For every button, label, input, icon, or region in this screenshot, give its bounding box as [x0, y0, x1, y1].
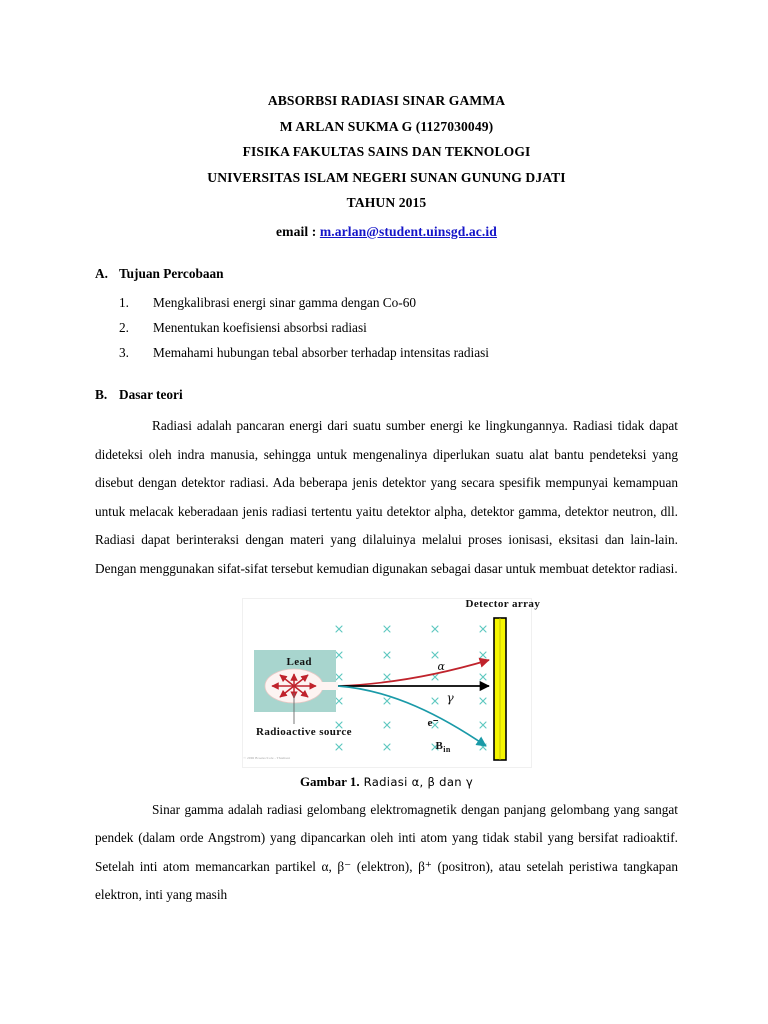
- detector-array-bar: [494, 618, 506, 760]
- theory-paragraph: Radiasi adalah pancaran energi dari suatu sumber energi ke lingkungannya. Radiasi tidak dapat dideteksi oleh indra manusia, sehingga untuk mengenalinya diperlukan suatu alat bantu pendeteksi yang disebut dengan detektor radiasi. Ada beberapa jenis detektor yang secara spesifik mempunyai kemampuan untuk melacak keberadaan jenis radiasi tertentu yaitu detektor alpha, detektor gamma, detektor neutron, dll. Radiasi dapat berinteraksi dengan materi yang dilaluinya melalui proses ionisasi, eksitasi dan lain-lain. Dengan menggunakan sifat-sifat tersebut kemudian digunakan sebagai dasar untuk membuat detektor radiasi.: [95, 418, 678, 576]
- list-item: [95, 290, 678, 315]
- radioactive-source-label: Radioactive source: [256, 725, 352, 738]
- figure-image-radiation-diagram: [242, 597, 541, 768]
- b-vector-symbol: B: [435, 739, 444, 752]
- list-item: [95, 340, 678, 365]
- figure-caption-text: Radiasi α, β dan γ: [359, 774, 474, 789]
- list-item-marker: 3.: [119, 345, 129, 360]
- title-line-1: ABSORBSI RADIASI SINAR GAMMA: [267, 93, 506, 108]
- gamma-symbol-label: γ: [446, 690, 455, 705]
- figure-credit-line: © 2006 Brooks/Cole - Thomson: [243, 755, 291, 760]
- email-line: [95, 219, 678, 245]
- list-item-text: Memahami hubungan tebal absorber terhadap intensitas radiasi: [153, 345, 490, 360]
- figure-caption-number: Gambar 1.: [299, 773, 360, 789]
- list-item-text: Mengkalibrasi energi sinar gamma dengan Co-60: [153, 295, 417, 310]
- gamma-description-paragraph: Sinar gamma adalah radiasi gelombang elektromagnetik dengan panjang gelombang yang sangat pendek (dalam orde Angstrom) yang dipancarkan oleh inti atom yang tidak stabil yang bersifat radioaktif. Setelah inti atom memancarkan partikel α, β⁻ (elektron), β⁺ (positron), atau setelah peristiwa tangkapan elektron, inti yang masih: [95, 801, 678, 903]
- list-item: [95, 315, 678, 340]
- figure-1: [95, 598, 678, 790]
- alpha-symbol-label: α: [437, 659, 446, 673]
- section-a-title: Tujuan Percobaan: [119, 266, 224, 281]
- detector-array-label: Detector array: [465, 597, 541, 610]
- section-a-letter: A.: [95, 266, 108, 281]
- objectives-list: [95, 290, 678, 365]
- title-line-faculty: FISIKA FAKULTAS SAINS DAN TEKNOLOGI: [242, 144, 531, 159]
- title-line-university: UNIVERSITAS ISLAM NEGERI SUNAN GUNUNG DJATI: [207, 169, 566, 185]
- document-title-block: [95, 88, 678, 244]
- section-b-title: Dasar teori: [119, 387, 183, 402]
- section-b-letter: B.: [95, 387, 108, 402]
- list-item-marker: 1.: [119, 295, 129, 310]
- email-label: email :: [276, 223, 320, 239]
- email-link[interactable]: m.arlan@student.uinsgd.ac.id: [319, 223, 497, 239]
- section-tujuan-percobaan: [95, 266, 678, 365]
- b-vector-subscript: in: [443, 744, 451, 754]
- title-line-year: TAHUN 2015: [346, 195, 427, 210]
- section-a-heading: [95, 266, 678, 282]
- title-line-author: M ARLAN SUKMA G (1127030049): [279, 118, 494, 134]
- list-item-marker: 2.: [119, 320, 129, 335]
- list-item-text: Menentukan koefisiensi absorbsi radiasi: [153, 320, 367, 335]
- section-dasar-teori: [95, 387, 678, 584]
- lead-label: Lead: [286, 655, 312, 668]
- section-b-heading: [95, 387, 678, 403]
- magnetic-field-label: [436, 740, 451, 754]
- radiation-diagram-svg: [242, 597, 541, 768]
- electron-symbol-label: e⁻: [427, 716, 439, 729]
- figure-caption: [95, 774, 678, 790]
